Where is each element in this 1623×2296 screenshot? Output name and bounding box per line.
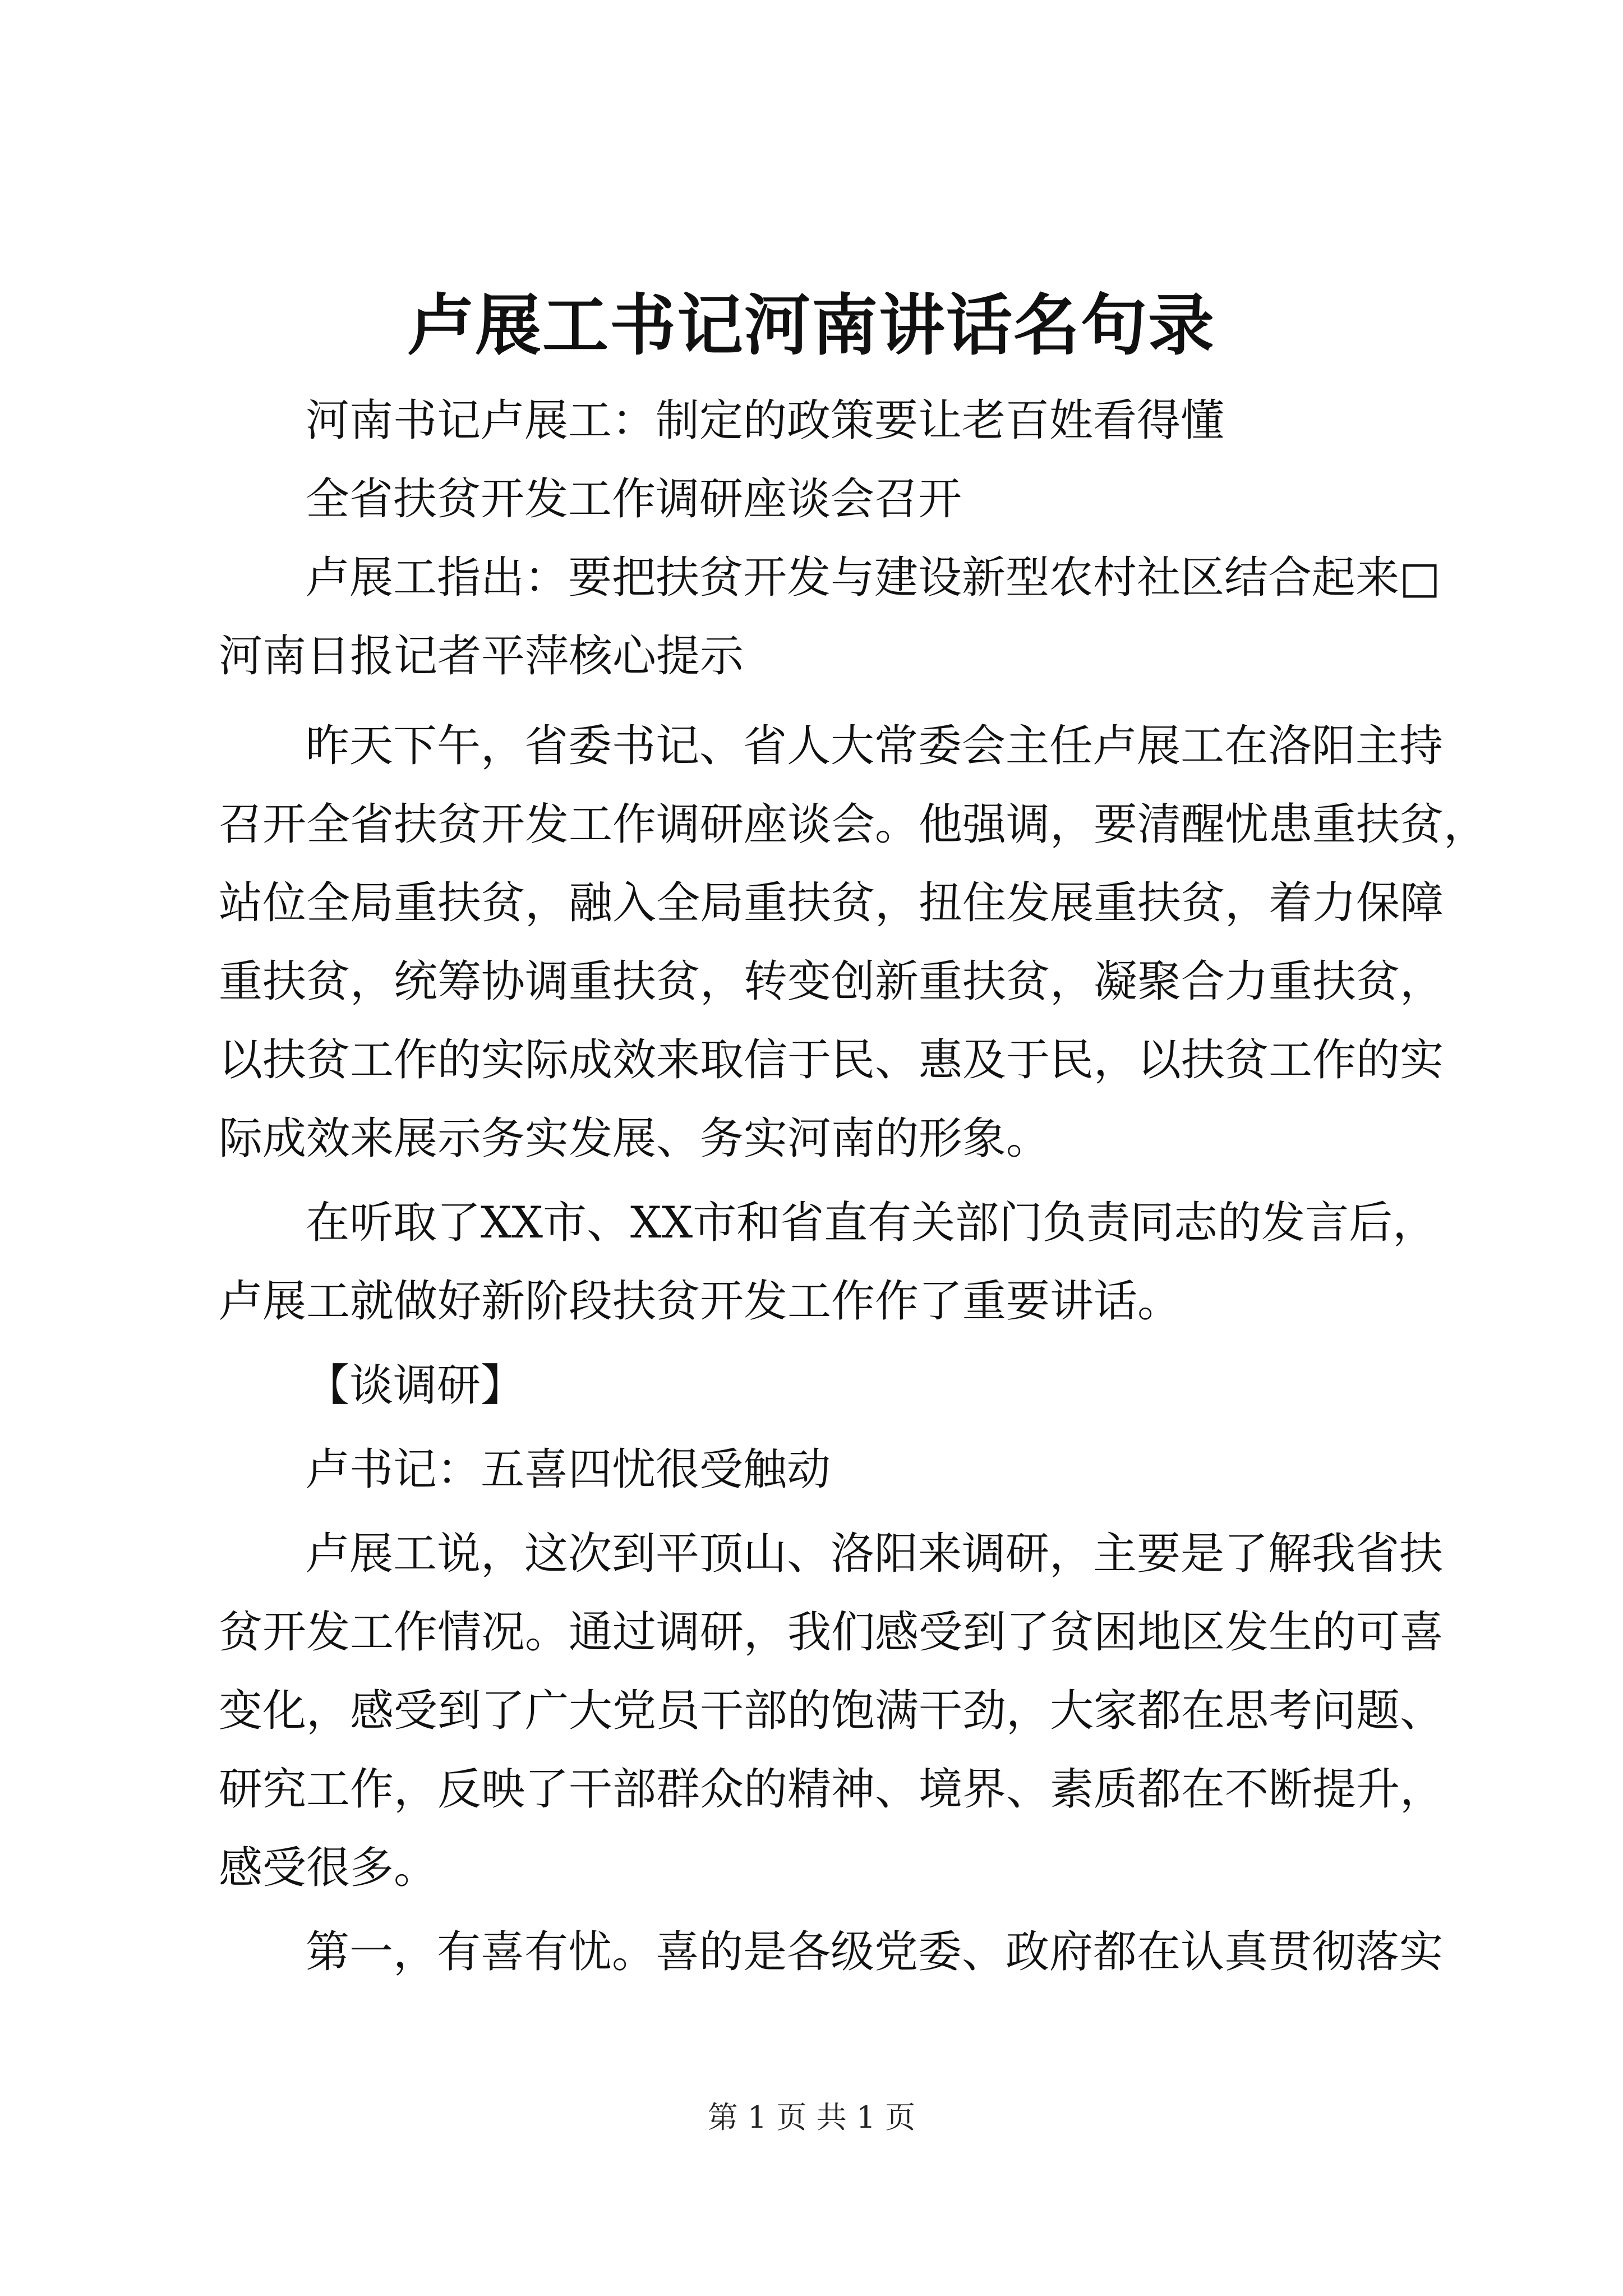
paragraph-line: 全省扶贫开发工作调研座谈会召开 xyxy=(306,474,962,524)
paragraph-line: 变化，感受到了广大党员干部的饱满干劲，大家都在思考问题、 xyxy=(219,1686,1444,1736)
paragraph-line: 河南书记卢展工：制定的政策要让老百姓看得懂 xyxy=(306,395,1225,446)
paragraph-line: 昨天下午，省委书记、省人大常委会主任卢展工在洛阳主持 xyxy=(306,721,1444,771)
paragraph-line: 际成效来展示务实发展、务实河南的形象。 xyxy=(219,1114,1050,1164)
paragraph-line: 站位全局重扶贫，融入全局重扶贫，扭住发展重扶贫，着力保障 xyxy=(219,878,1444,928)
page-footer: 第 1 页 共 1 页 xyxy=(707,2100,916,2135)
paragraph-line: 卢展工指出：要把扶贫开发与建设新型农村社区结合起来□ xyxy=(306,553,1441,603)
paragraph-line: 卢展工就做好新阶段扶贫开发工作作了重要讲话。 xyxy=(219,1276,1182,1327)
paragraph-line: 卢书记：五喜四忧很受触动 xyxy=(306,1444,831,1495)
paragraph-line: 研究工作，反映了干部群众的精神、境界、素质都在不断提升， xyxy=(219,1764,1444,1815)
paragraph-line: 在听取了XX市、XX市和省直有关部门负责同志的发言后， xyxy=(306,1198,1437,1248)
document-title: 卢展工书记河南讲话名句录 xyxy=(407,286,1215,364)
paragraph-line: 感受很多。 xyxy=(219,1843,438,1893)
paragraph-line: 卢展工说，这次到平顶山、洛阳来调研，主要是了解我省扶 xyxy=(306,1529,1444,1579)
section-heading: 【谈调研】 xyxy=(306,1360,525,1411)
paragraph-line: 召开全省扶贫开发工作调研座谈会。他强调，要清醒忧患重扶贫， xyxy=(219,799,1488,850)
paragraph-line: 贫开发工作情况。通过调研，我们感受到了贫困地区发生的可喜 xyxy=(219,1607,1444,1658)
paragraph-line: 重扶贫，统筹协调重扶贫，转变创新重扶贫，凝聚合力重扶贫， xyxy=(219,956,1444,1007)
paragraph-line: 以扶贫工作的实际成效来取信于民、惠及于民，以扶贫工作的实 xyxy=(219,1035,1444,1085)
paragraph-line: 第一，有喜有忧。喜的是各级党委、政府都在认真贯彻落实 xyxy=(306,1927,1444,1977)
paragraph-line: 河南日报记者平萍核心提示 xyxy=(219,631,744,682)
